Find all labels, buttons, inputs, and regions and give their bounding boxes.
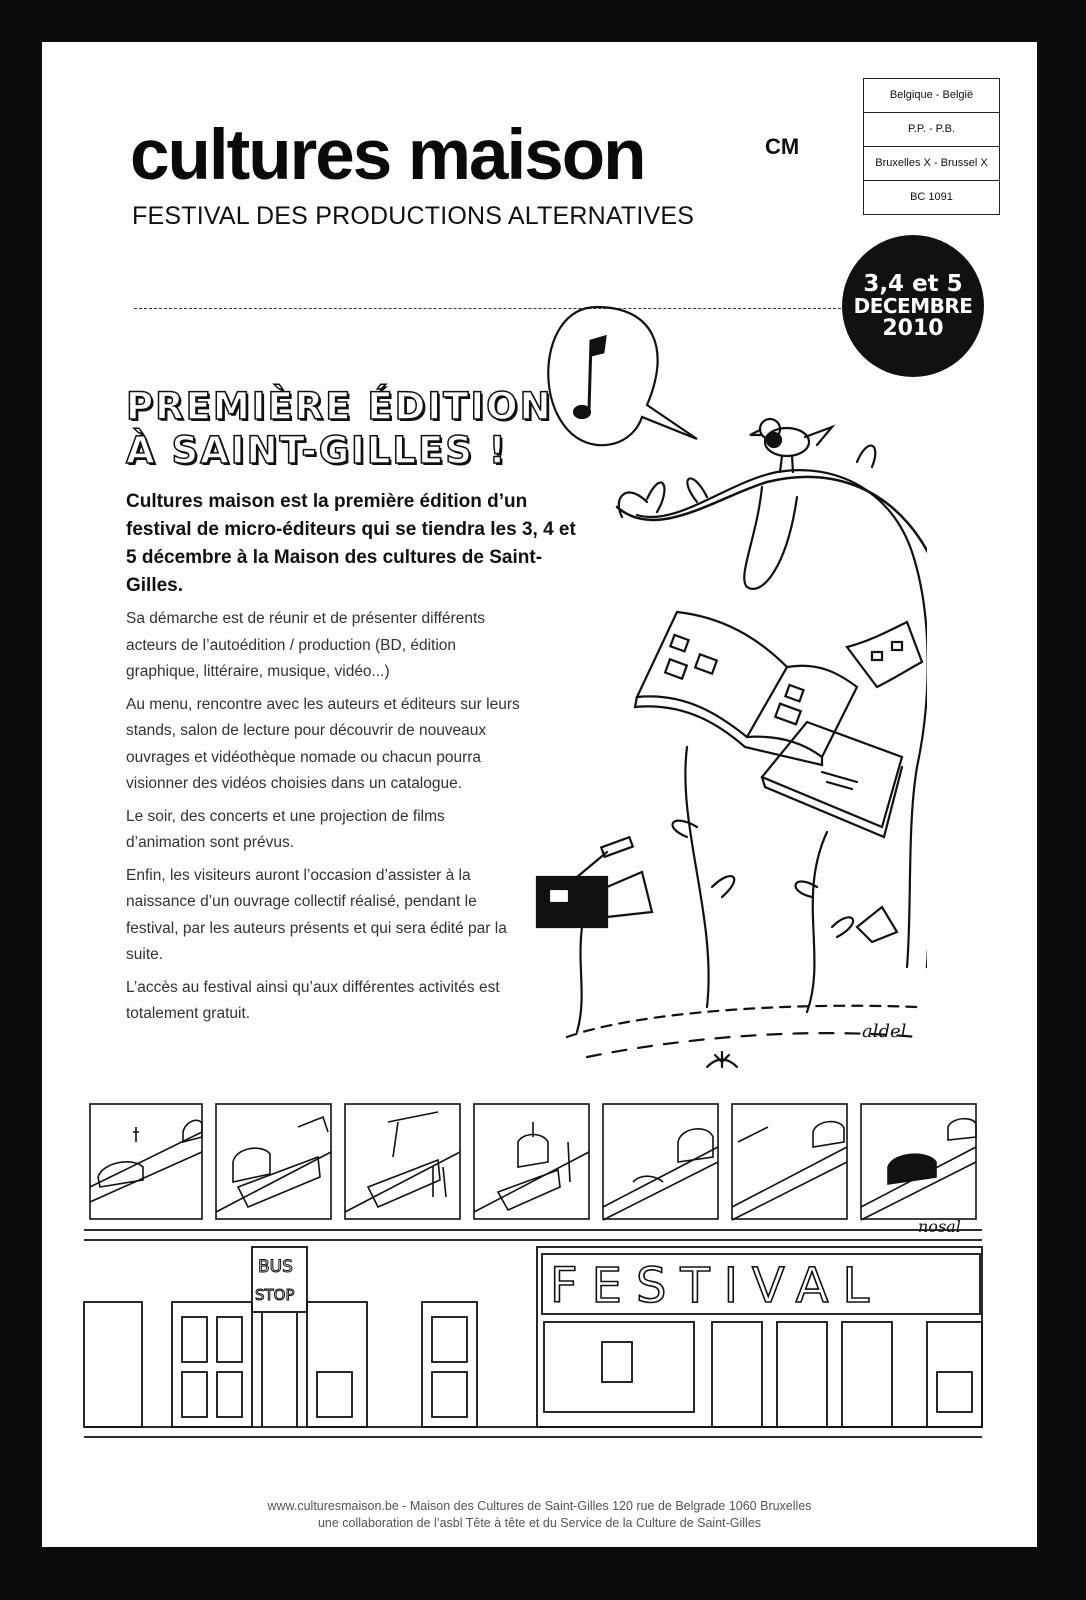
strip-signature: nosal (918, 1217, 961, 1232)
date-badge-month: DECEMBRE (853, 294, 973, 319)
paragraph-approach: Sa démarche est de réunir et de présenter différents acteurs de l’autoédition / production (BD, édition graphique, littéraire, musique, vidéo...) (126, 610, 486, 680)
comic-panel-4 (474, 1104, 589, 1219)
edition-heading (126, 385, 553, 474)
illustration-signature: aldel (862, 1021, 907, 1042)
postage-box (863, 78, 1000, 215)
edition-heading-line2: À SAINT-GILLES ! (126, 429, 508, 473)
date-badge-year: 2010 (882, 316, 944, 342)
comic-panel-3 (345, 1104, 460, 1219)
body-text (126, 606, 526, 1034)
footer (42, 1498, 1037, 1532)
vine (617, 477, 927, 967)
footer-address: www.culturesmaison.be - Maison des Cultures de Saint-Gilles 120 rue de Belgrade 1060 Bruxelles (267, 1499, 812, 1513)
bus-sign-line1: BUS (258, 1257, 293, 1277)
sidewalk-bottom (84, 1427, 982, 1437)
lead-paragraph: Cultures maison est la première édition d’un festival de micro-éditeurs qui se tiendra les 3, 4 et 5 décembre à la Maison des cultures de Saint-Gilles. (126, 491, 576, 596)
paragraph-collective: Enfin, les visiteurs auront l’occasion d’assister à la naissance d’un ouvrage collectif réalisé, pendant le festival, par les auteurs présents et qui sera édité par la suite. (126, 866, 507, 963)
video-camera-icon (537, 837, 652, 1032)
open-book-icon (635, 612, 857, 765)
festival-banner: FESTIVAL (550, 1258, 884, 1314)
bird-icon (750, 419, 832, 472)
flyer-sheet (42, 42, 1037, 1547)
festival-building (537, 1247, 982, 1427)
trademark-mark: CM (765, 134, 800, 159)
postage-office: Bruxelles X - Brussel X (864, 147, 999, 181)
postage-pp: P.P. - P.B. (864, 113, 999, 147)
music-note-icon (574, 337, 605, 418)
comic-panel-6 (732, 1104, 847, 1220)
bus-stop-sign (252, 1247, 307, 1427)
paragraph-menu: Au menu, rencontre avec les auteurs et éditeurs sur leurs stands, salon de lecture pour découvrir de nouveaux ouvrages et vidéothèque nomade ou chacun pourra visionner des vidéos choisies dans un catalogue. (126, 695, 520, 792)
sidewalk-top (84, 1230, 982, 1240)
postage-country: Belgique - België (864, 79, 999, 113)
beanstalk-illustration (487, 267, 927, 1072)
comic-panel-7 (861, 1104, 976, 1220)
speech-bubble (548, 307, 697, 445)
comic-panel-2 (216, 1104, 331, 1219)
bus-sign-line2: STOP (255, 1286, 295, 1304)
comic-panel-1 (90, 1104, 202, 1219)
date-badge-days: 3,4 et 5 (863, 270, 963, 297)
comic-panel-5 (603, 1104, 718, 1220)
footer-collaboration: une collaboration de l’asbl Tête à tête et du Service de la Culture de Saint-Gilles (317, 1516, 762, 1530)
small-book-icon (847, 622, 922, 687)
festival-title: cultures maison (130, 116, 645, 195)
festival-subtitle: FESTIVAL DES PRODUCTIONS ALTERNATIVES (132, 202, 695, 230)
edition-heading-line1: PREMIÈRE ÉDITION (126, 385, 553, 428)
date-badge (842, 235, 984, 377)
storefront-drawing (82, 1222, 987, 1452)
postage-number: BC 1091 (910, 191, 953, 203)
paragraph-evening: Le soir, des concerts et une projection de films d’animation sont prévus. (126, 807, 445, 851)
paragraph-access: L’accès au festival ainsi qu’aux différentes activités est totalement gratuit. (126, 978, 500, 1022)
comic-strip (88, 1102, 988, 1232)
